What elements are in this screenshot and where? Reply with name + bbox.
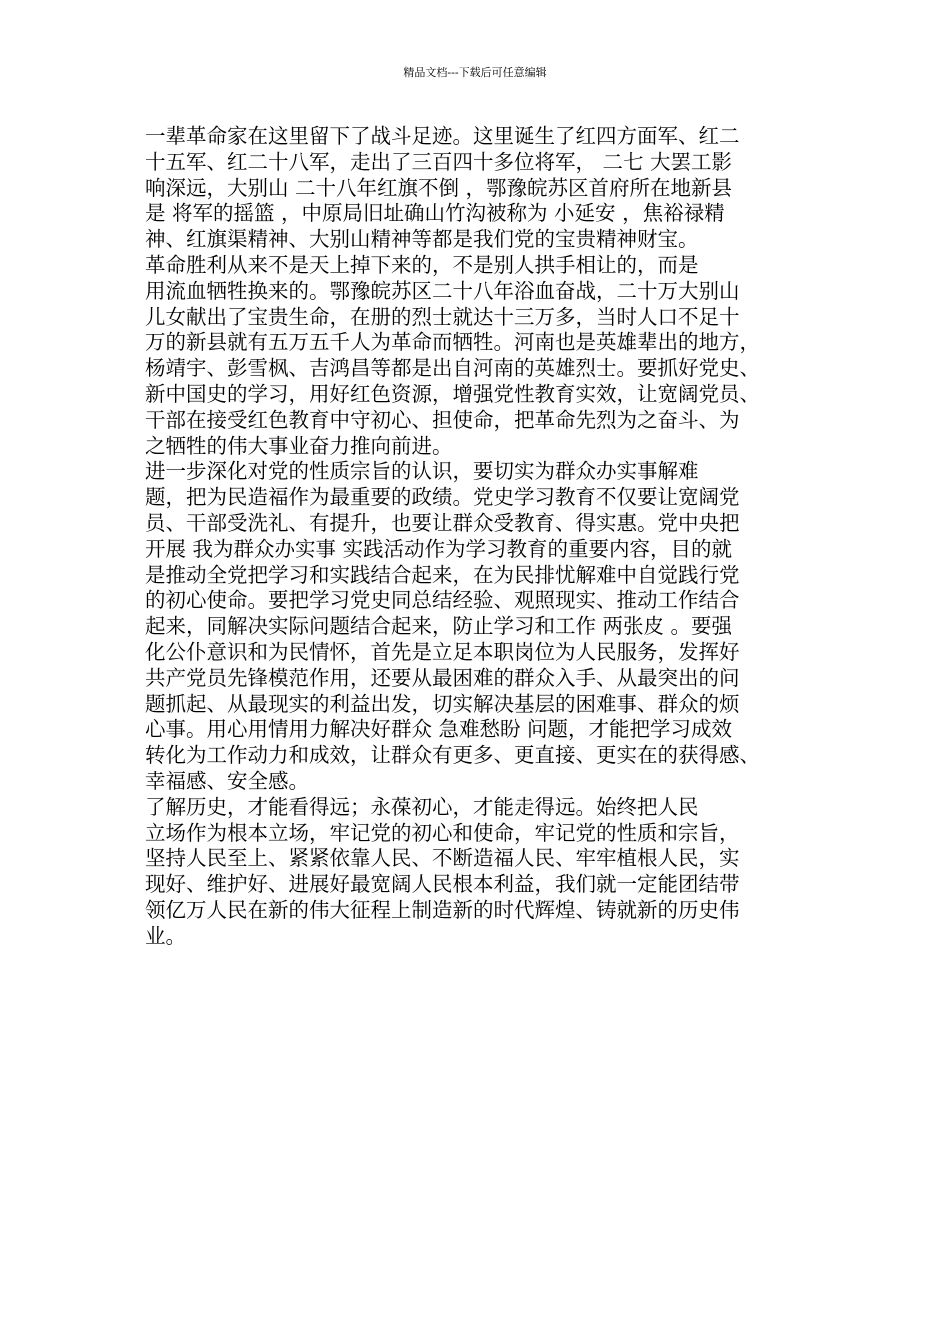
text-line: 现好、维护好、进展好最宽阔人民根本利益，我们就一定能团结带 (145, 872, 740, 897)
text-line: 业。 (145, 923, 186, 948)
text-line: 了解历史，才能看得远；永葆初心，才能走得远。始终把人民 (145, 794, 699, 819)
text-line: 之牺牲的伟大事业奋力推向前进。 (145, 433, 453, 458)
text-line: 的初心使命。要把学习党史同总结经验、观照现实、推动工作结合 (145, 588, 740, 613)
text-line: 开展 我为群众办实事 实践活动作为学习教育的重要内容，目的就 (145, 536, 733, 561)
text-line: 进一步深化对党的性质宗旨的认识，要切实为群众办实事解难 (145, 459, 699, 484)
text-line: 化公仆意识和为民情怀，首先是立足本职岗位为人民服务，发挥好 (145, 639, 740, 664)
text-line: 是 将军的摇篮 ，中原局旧址确山竹沟被称为 小延安 ，焦裕禄精 (145, 201, 725, 226)
text-line: 题抓起、从最现实的利益出发，切实解决基层的困难事、群众的烦 (145, 691, 740, 716)
text-line: 杨靖宇、彭雪枫、吉鸿昌等都是出自河南的英雄烈士。要抓好党史、 (145, 356, 760, 381)
text-line: 新中国史的学习，用好红色资源，增强党性教育实效，让宽阔党员、 (145, 381, 760, 406)
body-text (145, 124, 825, 950)
text-line: 一辈革命家在这里留下了战斗足迹。这里诞生了红四方面军、红二 (145, 124, 740, 148)
text-line: 十五军、红二十八军，走出了三百四十多位将军， 二七 大罢工影 (145, 149, 733, 174)
text-line: 坚持人民至上、紧紧依靠人民、不断造福人民、牢牢植根人民，实 (145, 846, 740, 871)
text-line: 是推动全党把学习和实践结合起来，在为民排忧解难中自觉践行党 (145, 562, 740, 587)
text-line: 革命胜利从来不是天上掉下来的，不是别人拱手相让的，而是 (145, 252, 699, 277)
text-line: 幸福感、安全感。 (145, 768, 309, 793)
text-line: 干部在接受红色教育中守初心、担使命，把革命先烈为之奋斗、为 (145, 407, 740, 432)
text-line: 起来，同解决实际问题结合起来，防止学习和工作 两张皮 。要强 (145, 614, 733, 639)
text-line: 领亿万人民在新的伟大征程上制造新的时代辉煌、铸就新的历史伟 (145, 897, 740, 922)
text-line: 题，把为民造福作为最重要的政绩。党史学习教育不仅要让宽阔党 (145, 485, 740, 510)
text-line: 神、红旗渠精神、大别山精神等都是我们党的宝贵精神财宝。 (145, 227, 699, 252)
text-line: 万的新县就有五万五千人为革命而牺牲。河南也是英雄辈出的地方， (145, 330, 760, 355)
text-line: 心事。用心用情用力解决好群众 急难愁盼 问题，才能把学习成效 (145, 717, 733, 742)
text-line: 立场作为根本立场，牢记党的初心和使命，牢记党的性质和宗旨， (145, 820, 740, 845)
text-line: 员、干部受洗礼、有提升，也要让群众受教育、得实惠。党中央把 (145, 510, 740, 535)
text-line: 共产党员先锋模范作用，还要从最困难的群众入手、从最突出的问 (145, 665, 740, 690)
text-line: 转化为工作动力和成效，让群众有更多、更直接、更实在的获得感、 (145, 743, 760, 768)
text-line: 儿女献出了宝贵生命，在册的烈士就达十三万多，当时人口不足十 (145, 304, 740, 329)
text-line: 用流血牺牲换来的。鄂豫皖苏区二十八年浴血奋战，二十万大别山 (145, 278, 740, 303)
page-header: 精品文档---下载后可任意编辑 (403, 66, 547, 79)
text-line: 响深远，大别山 二十八年红旗不倒 ，鄂豫皖苏区首府所在地新县 (145, 175, 733, 200)
